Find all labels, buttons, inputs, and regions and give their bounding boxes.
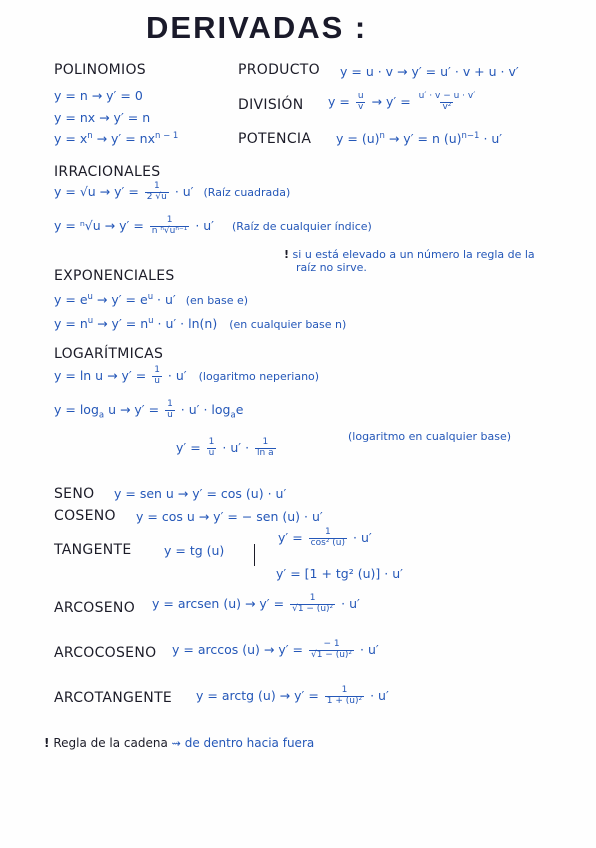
- irracionales-warning: ! si u está elevado a un número la regla de la: [284, 248, 535, 261]
- page-title: DERIVADAS :: [146, 10, 368, 45]
- arcoseno-heading: ARCOSENO: [54, 600, 136, 616]
- arcocoseno-formula: y = arccos (u) → y′ = $\frac{- 1}{\text{√1 − (u)²}}$ · u′: [172, 639, 379, 660]
- potencia-heading: POTENCIA: [238, 131, 312, 147]
- seno-heading: SENO: [54, 486, 95, 502]
- producto-formula: y = u · v → y′ = u′ · v + u · v′: [340, 64, 519, 79]
- polinomios-line-3: $y = x^n \to y' = nx^{n - 1}$: [54, 131, 179, 147]
- logaritmicas-heading: LOGARÍTMICAS: [54, 346, 164, 362]
- polinomios-line-2: y = nx → y′ = n: [54, 110, 151, 125]
- division-formula: y = $\frac{u}{v}$ → y′ = $\frac{u' \cdot v - u \cdot v'}{\text{v²}}$: [328, 91, 476, 112]
- arcotangente-formula: y = arctg (u) → y′ = $\frac{1}{\text{1 + (u)²}}$ · u′: [196, 685, 389, 706]
- tangente-result-2: y′ = [1 + tg² (u)] · u′: [276, 566, 403, 581]
- exponenciales-line-1: $y = e^u \to y' = e^u \cdot u'$ (en base e): [54, 292, 249, 308]
- irracionales-nroot: y = ⁿ√u → y′ = $\frac{1}{\text{n ⁿ√uⁿ⁻¹}}$ · u′ (Raíz de cualquier índice): [54, 215, 372, 236]
- polinomios-heading: POLINOMIOS: [54, 62, 146, 78]
- producto-heading: PRODUCTO: [238, 62, 320, 78]
- coseno-heading: COSENO: [54, 508, 116, 524]
- polinomios-line-1: y = n → y′ = 0: [54, 88, 143, 103]
- squiggle-arrow-icon: ⇝: [171, 737, 181, 750]
- logaritmicas-log-2: y′ = $\frac{1}{u}$ · u′ · $\frac{1}{\text{ln a}}$: [176, 437, 274, 458]
- irracionales-heading: IRRACIONALES: [54, 164, 161, 180]
- warning-icon: !: [284, 248, 290, 261]
- arcotangente-heading: ARCOTANGENTE: [54, 690, 173, 706]
- tangente-bracket: [254, 544, 267, 566]
- exponenciales-heading: EXPONENCIALES: [54, 268, 175, 284]
- arcocoseno-heading: ARCOCOSENO: [54, 645, 157, 661]
- seno-formula: y = sen u → y′ = cos (u) · u′: [114, 486, 287, 501]
- tangente-heading: TANGENTE: [54, 542, 132, 558]
- logaritmicas-note: (logaritmo en cualquier base): [348, 430, 511, 443]
- tangente-formula: y = tg (u): [164, 543, 225, 558]
- irracionales-warning-2: raíz no sirve.: [296, 261, 367, 274]
- arcoseno-formula: y = arcsen (u) → y′ = $\frac{1}{\text{√1 − (u)²}}$ · u′: [152, 593, 360, 614]
- irracionales-sqrt: y = √u → y′ = $\frac{1}{2 √u}$ · u′ (Raíz cuadrada): [54, 181, 291, 202]
- potencia-formula: $y = (u)^n \to y' = n$ $(u)^{n-1} \cdot u'$: [336, 131, 503, 147]
- warning-icon: !: [44, 736, 50, 750]
- coseno-formula: y = cos u → y′ = − sen (u) · u′: [136, 509, 323, 524]
- cadena-note: ! Regla de la cadena ⇝ de dentro hacia fuera: [44, 736, 315, 750]
- division-heading: DIVISIÓN: [238, 97, 304, 113]
- logaritmicas-ln: y = ln u → y′ = $\frac{1}{u}$ · u′ (logaritmo neperiano): [54, 365, 320, 386]
- tangente-result-1: y′ = $\frac{1}{\text{cos² (u)}}$ · u′: [278, 527, 372, 548]
- logaritmicas-log: $y = \log_a u \to y'$ = $\frac{1}{u}$ · $u' \cdot \log_ae$: [54, 399, 244, 421]
- exponenciales-line-2: $y = n^u \to y' = n^u \cdot u' \cdot \ln(n)$ (en cualquier base n): [54, 316, 347, 332]
